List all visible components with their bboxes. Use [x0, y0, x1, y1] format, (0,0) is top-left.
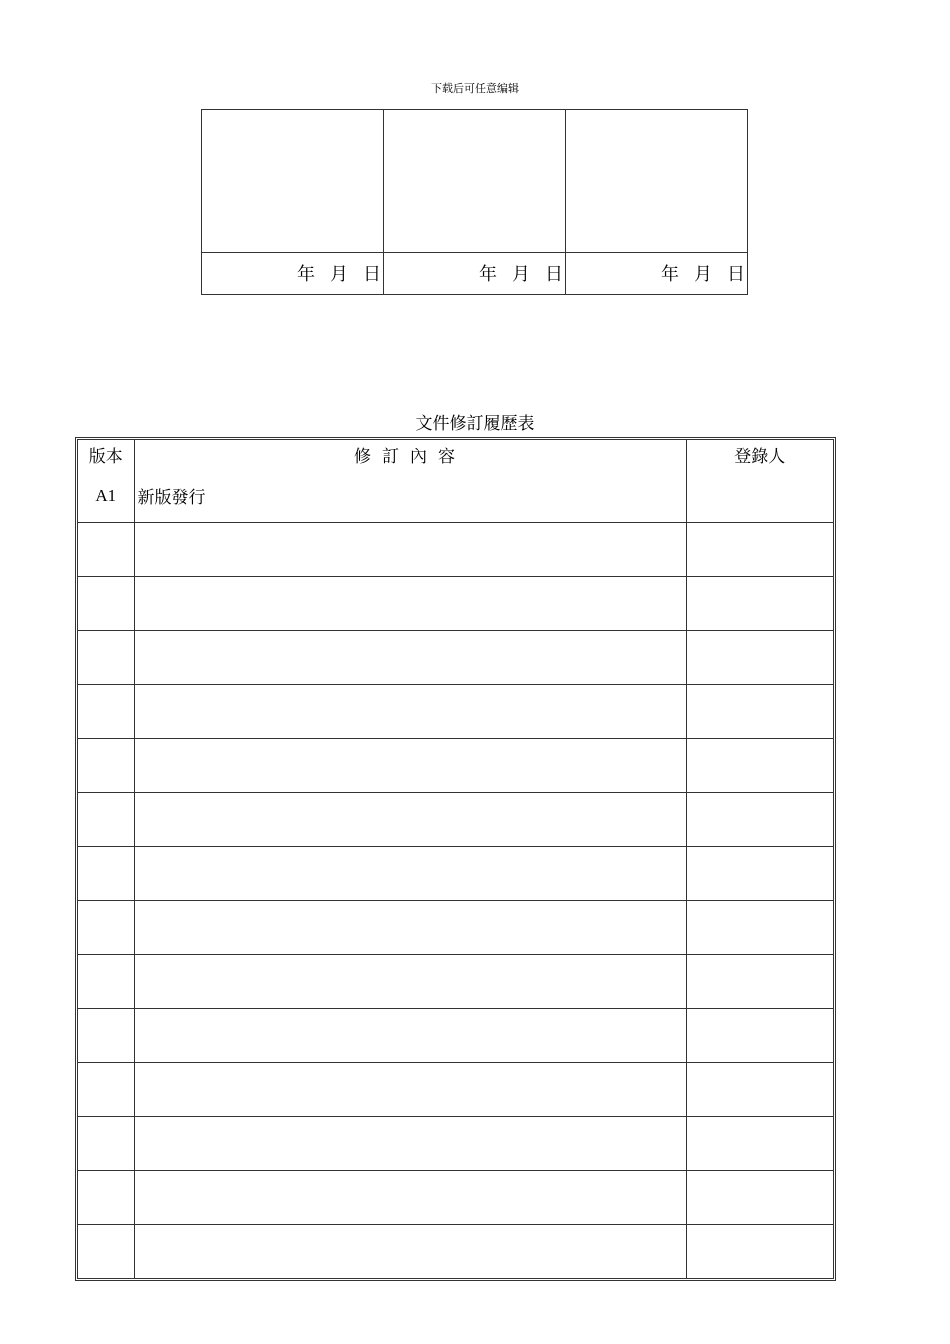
- content-cell: [134, 793, 686, 847]
- table-row: [78, 1171, 833, 1225]
- version-cell: [78, 739, 134, 793]
- table-row: [78, 1225, 833, 1279]
- date-field-3: [566, 252, 748, 294]
- version-cell: [78, 1225, 134, 1279]
- version-cell: [78, 1117, 134, 1171]
- date-day-label: 日: [363, 264, 381, 286]
- version-cell: [78, 1009, 134, 1063]
- table-row: [78, 955, 833, 1009]
- version-cell: [78, 955, 134, 1009]
- version-cell: A1: [78, 469, 134, 523]
- signature-box-3: [566, 110, 748, 253]
- table-row: [78, 631, 833, 685]
- version-cell: [78, 577, 134, 631]
- registrar-cell: [686, 1225, 833, 1279]
- content-cell: [134, 685, 686, 739]
- table-row: [78, 847, 833, 901]
- registrar-cell: [686, 469, 833, 523]
- date-field-2: [384, 252, 566, 294]
- column-header-version: 版本: [78, 440, 134, 469]
- version-cell: [78, 631, 134, 685]
- table-row: [78, 1063, 833, 1117]
- date-year-label: 年: [297, 264, 315, 286]
- version-cell: [78, 1063, 134, 1117]
- content-cell: 新版發行: [134, 469, 686, 523]
- table-header-row: [78, 440, 833, 469]
- content-cell: [134, 901, 686, 955]
- registrar-cell: [686, 685, 833, 739]
- table-row: [78, 685, 833, 739]
- content-cell: [134, 1009, 686, 1063]
- date-day-label: 日: [545, 264, 563, 286]
- signature-date-table: [201, 109, 748, 295]
- content-cell: [134, 1063, 686, 1117]
- version-cell: [78, 793, 134, 847]
- registrar-cell: [686, 739, 833, 793]
- revision-rows: [78, 469, 833, 1278]
- table-row: [78, 469, 833, 523]
- column-header-content: 修訂內容: [134, 440, 686, 469]
- table-row: [78, 793, 833, 847]
- registrar-cell: [686, 631, 833, 685]
- version-cell: [78, 847, 134, 901]
- table-row: [78, 901, 833, 955]
- version-cell: [78, 523, 134, 577]
- content-cell: [134, 955, 686, 1009]
- content-cell: [134, 1117, 686, 1171]
- registrar-cell: [686, 793, 833, 847]
- date-month-label: 月: [512, 264, 530, 286]
- signature-box-1: [202, 110, 384, 253]
- table-row: [78, 1117, 833, 1171]
- registrar-cell: [686, 1171, 833, 1225]
- content-cell: [134, 1171, 686, 1225]
- date-month-label: 月: [694, 264, 712, 286]
- content-cell: [134, 523, 686, 577]
- registrar-cell: [686, 901, 833, 955]
- content-cell: [134, 1225, 686, 1279]
- registrar-cell: [686, 523, 833, 577]
- content-cell: [134, 847, 686, 901]
- signature-box-2: [384, 110, 566, 253]
- date-field-1: [202, 252, 384, 294]
- table-row: [78, 523, 833, 577]
- version-cell: [78, 1171, 134, 1225]
- registrar-cell: [686, 577, 833, 631]
- content-cell: [134, 739, 686, 793]
- content-cell: [134, 631, 686, 685]
- date-year-label: 年: [661, 264, 679, 286]
- version-cell: [78, 685, 134, 739]
- table-row: [78, 739, 833, 793]
- date-year-label: 年: [479, 264, 497, 286]
- version-cell: [78, 901, 134, 955]
- date-month-label: 月: [330, 264, 348, 286]
- revision-history-frame: [75, 437, 836, 1281]
- table-row: [78, 577, 833, 631]
- date-day-label: 日: [727, 264, 745, 286]
- column-header-registrar: 登錄人: [686, 440, 833, 469]
- registrar-cell: [686, 1009, 833, 1063]
- content-cell: [134, 577, 686, 631]
- table-row: [78, 1009, 833, 1063]
- revision-history-table: [78, 440, 833, 1278]
- registrar-cell: [686, 847, 833, 901]
- registrar-cell: [686, 955, 833, 1009]
- download-note: 下载后可任意编辑: [431, 82, 519, 95]
- registrar-cell: [686, 1063, 833, 1117]
- registrar-cell: [686, 1117, 833, 1171]
- revision-history-title: 文件修訂履歷表: [415, 414, 535, 434]
